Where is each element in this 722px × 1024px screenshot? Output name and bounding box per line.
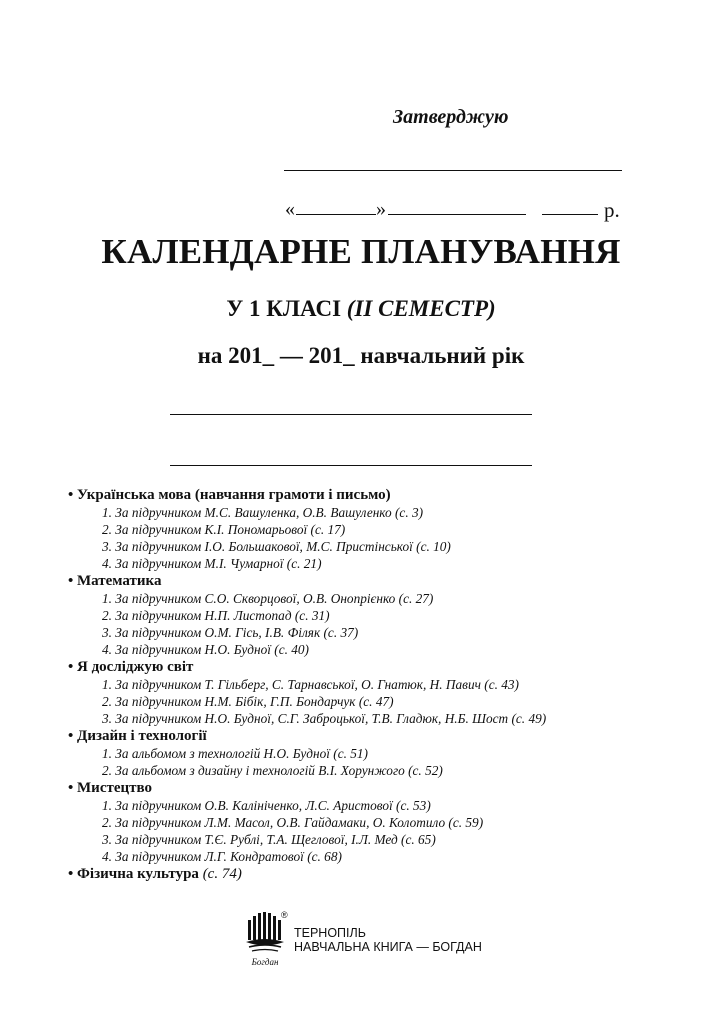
book-item: 2. За альбомом з дизайну і технологій В.І. Хорунжого (с. 52) (102, 763, 443, 778)
book-item: 4. За підручником М.І. Чумарної (с. 21) (102, 556, 322, 571)
book-item: 3. За підручником І.О. Большакової, М.С. Пристінської (с. 10) (102, 539, 451, 554)
book-item: 1. За підручником О.В. Калініченко, Л.С. Аристової (с. 53) (102, 798, 431, 813)
subject-design (68, 727, 708, 745)
subtitle-class-text: У 1 КЛАСІ (226, 296, 342, 321)
subject-name: Математика (77, 573, 162, 589)
book-item: 1. За підручником С.О. Скворцової, О.В. Онопрієнко (с. 27) (102, 591, 434, 606)
subject-pe (68, 865, 708, 883)
book-item: 4. За підручником Л.Г. Кондратової (с. 68) (102, 849, 342, 864)
subject-ukrainian (68, 486, 708, 504)
subject-math (68, 572, 708, 590)
publisher-logo-icon (243, 912, 287, 968)
subtitle-class (0, 296, 722, 322)
subject-world (68, 658, 708, 676)
book-item: 1. За альбомом з технологій Н.О. Будної (с. 51) (102, 746, 368, 761)
book-item: 1. За підручником М.С. Вашуленка, О.В. Вашуленко (с. 3) (102, 505, 424, 520)
blank-line-2 (170, 465, 532, 466)
subject-name: Мистецтво (77, 780, 153, 796)
book-item: 3. За підручником О.М. Гісь, І.В. Філяк (с. 37) (102, 625, 359, 640)
subject-art (68, 779, 708, 797)
bullet: • (68, 866, 74, 882)
subject-name: Я досліджую світ (77, 659, 194, 675)
book-item: 3. За підручником Т.Є. Рублі, Т.А. Щеглової, І.Л. Мед (с. 65) (102, 832, 436, 847)
logo-signature: Богдан (251, 957, 279, 967)
book-item: 2. За підручником Н.П. Листопад (с. 31) (102, 608, 330, 623)
subtitle-year: на 201_ — 201_ навчальний рік (197, 343, 525, 368)
date-open-quote: « (285, 198, 295, 220)
page-title: КАЛЕНДАРНЕ ПЛАНУВАННЯ (101, 232, 621, 271)
book-item: 2. За підручником К.І. Пономарьової (с. 17) (102, 522, 346, 537)
book-item: 2. За підручником Н.М. Бібік, Г.П. Бондарчук (с. 47) (102, 694, 394, 709)
date-year-line (542, 214, 598, 215)
publisher-city: ТЕРНОПІЛЬ (294, 926, 366, 940)
signature-line (284, 170, 622, 171)
bullet: • (68, 659, 74, 675)
subject-name: Фізична культура (77, 866, 199, 882)
approval-label: Затверджую (393, 106, 509, 128)
subtitle-semester: (ІІ СЕМЕСТР) (346, 296, 496, 321)
registered-mark: ® (281, 910, 288, 920)
subject-name: Дизайн і технології (77, 728, 207, 744)
subjects-list (68, 486, 708, 883)
book-item: 4. За підручником Н.О. Будної (с. 40) (102, 642, 309, 657)
publisher-name: НАВЧАЛЬНА КНИГА — БОГДАН (294, 940, 482, 954)
book-item: 1. За підручником Т. Гільберг, С. Тарнавської, О. Гнатюк, Н. Павич (с. 43) (102, 677, 519, 692)
bullet: • (68, 728, 74, 744)
subject-name: Українська мова (навчання грамоти і письмо) (77, 487, 391, 503)
bullet: • (68, 780, 74, 796)
year-suffix: р. (604, 198, 620, 222)
book-item: 3. За підручником Н.О. Будної, С.Г. Заброцької, Т.В. Гладюк, Н.Б. Шост (с. 49) (102, 711, 547, 726)
blank-line-1 (170, 414, 532, 415)
date-close-quote: » (376, 198, 386, 220)
date-month-line (388, 214, 526, 215)
date-day-line (296, 214, 376, 215)
subject-page: (с. 74) (202, 866, 242, 882)
book-item: 2. За підручником Л.М. Масол, О.В. Гайдамаки, О. Колотило (с. 59) (102, 815, 484, 830)
bullet: • (68, 487, 74, 503)
bullet: • (68, 573, 74, 589)
